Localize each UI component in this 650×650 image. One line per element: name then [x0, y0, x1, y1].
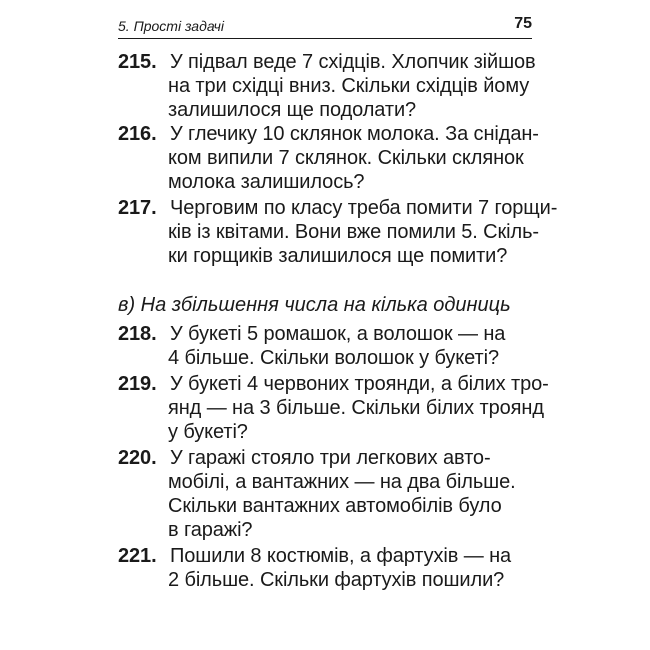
problem-line	[118, 568, 530, 592]
page-number: 75	[514, 15, 532, 32]
problem-number: 217.	[118, 197, 157, 219]
problem-text: У букеті 5 ромашок, а волошок — на	[170, 323, 506, 345]
problem-line	[118, 244, 530, 268]
problem-text: 4 більше. Скільки волошок у букеті?	[168, 347, 499, 369]
problem-line	[118, 170, 530, 194]
problem-line	[118, 518, 530, 542]
problem-text: у букеті?	[168, 421, 248, 443]
problem-text: ком випили 7 склянок. Скільки склянок	[168, 147, 524, 169]
problem-219	[118, 372, 549, 444]
problem-line	[118, 98, 530, 122]
problem-number: 218.	[118, 323, 157, 345]
problem-text: У підвал веде 7 східців. Хлопчик зійшов	[170, 51, 536, 73]
problem-text: в гаражі?	[168, 519, 253, 541]
problem-text: молока залишилось?	[168, 171, 365, 193]
problem-line	[118, 420, 530, 444]
section-heading: в) На збільшення числа на кілька одиниць	[118, 294, 511, 316]
problem-line	[118, 146, 530, 170]
problem-text: Пошили 8 костюмів, а фартухів — на	[170, 545, 512, 567]
problem-text: на три східці вниз. Скільки східців йому	[168, 75, 530, 97]
problem-218	[118, 322, 530, 370]
problem-text: Скільки вантажних автомобілів було	[168, 495, 502, 517]
problem-line	[118, 322, 530, 346]
problem-line	[118, 122, 539, 146]
problem-line	[118, 372, 549, 396]
running-head-section: 5. Прості задачі	[118, 18, 225, 34]
problem-line	[118, 50, 536, 74]
problem-text: 2 більше. Скільки фартухів пошили?	[168, 569, 505, 591]
problem-line	[118, 446, 530, 470]
problem-221	[118, 544, 530, 592]
problem-text: залишилося ще подолати?	[168, 99, 417, 121]
problem-line	[118, 220, 539, 244]
problem-line	[118, 544, 530, 568]
problem-line	[118, 346, 530, 370]
problem-text: мобілі, а вантажних — на два більше.	[168, 471, 516, 493]
problem-216	[118, 122, 539, 194]
problem-text: У глечику 10 склянок молока. За снідан-	[170, 123, 539, 145]
problem-line	[118, 494, 530, 518]
problem-number: 219.	[118, 373, 157, 395]
problem-number: 220.	[118, 447, 157, 469]
problem-text: янд — на 3 більше. Скільки білих троянд	[168, 397, 544, 419]
problem-line	[118, 74, 530, 98]
problem-text: У букеті 4 червоних троянди, а білих тро-	[170, 373, 549, 395]
problem-number: 215.	[118, 51, 157, 73]
problem-line	[118, 396, 544, 420]
problem-number: 216.	[118, 123, 157, 145]
page-header	[118, 14, 532, 38]
problem-text: ки горщиків залишилося ще помити?	[168, 245, 508, 267]
problem-215	[118, 50, 536, 122]
problem-text: Черговим по класу треба помити 7 горщи-	[170, 197, 558, 219]
problem-220	[118, 446, 530, 542]
problem-text: ків із квітами. Вони вже помили 5. Скіль-	[168, 221, 539, 243]
header-divider	[118, 38, 532, 39]
problem-line	[118, 196, 558, 220]
problem-number: 221.	[118, 545, 157, 567]
problem-line	[118, 470, 530, 494]
problem-text: У гаражі стояло три легкових авто-	[170, 447, 491, 469]
problem-217	[118, 196, 558, 268]
